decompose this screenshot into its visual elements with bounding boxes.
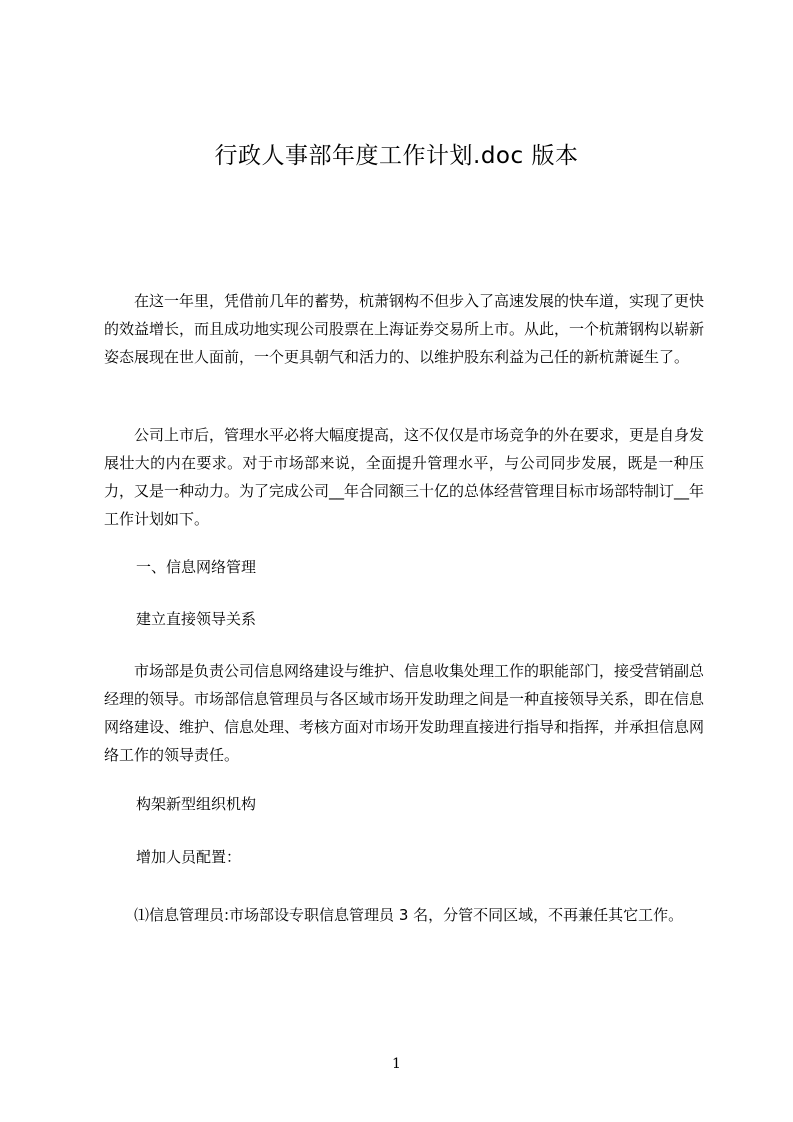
listing-paragraph: 公司上市后，管理水平必将大幅度提高，这不仅仅是市场竞争的外在要求，更是自身发展壮大的内在要求。对于市场部来说，全面提升管理水平，与公司同步发展，既是一种压力，又是一种动力。为了完成公司__年合同额三十亿的总体经营管理目标市场部特制订__年工作计划如下。 [104, 426, 705, 528]
staffing-heading: 增加人员配置： [136, 848, 242, 866]
leadership-paragraph: 市场部是负责公司信息网络建设与维护、信息收集处理工作的职能部门，接受营销副总经理的领导。市场部信息管理员与各区域市场开发助理之间是一种直接领导关系，即在信息网络建设、维护、信息处理、考核方面对市场开发助理直接进行指导和指挥，并承担信息网络工作的领导责任。 [104, 662, 705, 764]
subsection-heading-organization: 构架新型组织机构 [136, 795, 257, 813]
page-number: 1 [392, 1056, 401, 1072]
intro-paragraph: 在这一年里，凭借前几年的蓄势，杭萧钢构不但步入了高速发展的快车道，实现了更快的效益增长，而且成功地实现公司股票在上海证券交易所上市。从此，一个杭萧钢构以崭新姿态展现在世人面前，一个更具朝气和活力的、以维护股东利益为己任的新杭萧诞生了。 [104, 292, 705, 366]
staffing-item-paragraph: ⑴信息管理员:市场部设专职信息管理员 3 名，分管不同区域，不再兼任其它工作。 [134, 906, 684, 924]
section-heading-information-network: 一、信息网络管理 [136, 558, 257, 576]
subsection-heading-direct-leadership: 建立直接领导关系 [136, 610, 257, 628]
document-title: 行政人事部年度工作计划.doc 版本 [214, 143, 579, 169]
